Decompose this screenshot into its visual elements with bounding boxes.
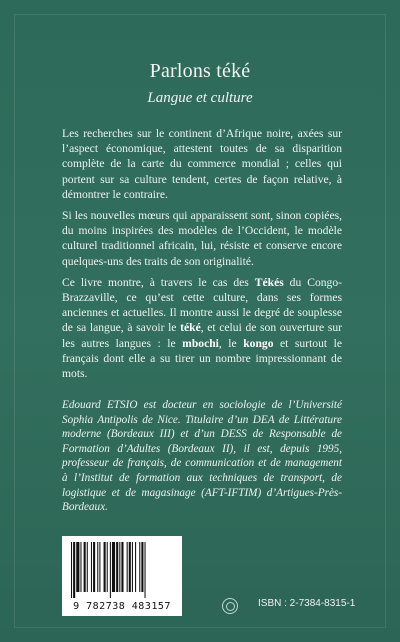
blurb-paragraph-2: Si les nouvelles mœurs qui apparaissent sont, sinon copiées, du moins inspirées des modèles de l’Occident, le modèle culturel traditionnel africain, lui, résiste et conserve encore quelques-uns des traits de son originalité. [62, 209, 342, 268]
author-bio: Edouard ETSIO est docteur en sociologie de l’Université Sophia Antipolis de Nice. Titulaire d’un DEA de Littérature moderne (Bordeaux III) et d’un DESS de Responsable de Formation d’Adultes (Bordeaux II), il est, depuis 1995, professeur de français, de communication et de management à l’Institut de formation aux techniques de transport, de logistique et de magasinage (AFT-IFTIM) d’Artigues-Près-Bordeaux. [62, 399, 342, 514]
isbn-label: ISBN : 2-7384-8315-1 [258, 598, 356, 609]
barcode-bars [69, 542, 175, 598]
publisher-logo-icon [222, 598, 238, 614]
term-tekes: Tékés [254, 275, 284, 289]
p3-part-b: du Congo-Brazzaville, ce qu’est cette culture, dans ses formes anciennes et actuelles. Il montre aussi le degré de souplesse de sa langue, à savoir le [62, 275, 342, 335]
book-title: Parlons téké [149, 60, 251, 82]
term-kongo: kongo [243, 336, 274, 350]
barcode [62, 536, 182, 616]
p3-part-a: Ce livre montre, à travers le cas des [62, 275, 255, 289]
barcode-number: 9 782738 483157 [73, 601, 171, 612]
term-mbochi: mbochi [182, 336, 219, 350]
book-subtitle: Langue et culture [147, 90, 253, 106]
p3-part-d: , le [218, 336, 244, 350]
p3-part-e: et surtout le français dont elle a su tirer un nombre impressionnant de mots. [62, 336, 343, 381]
p3-part-c: , et celui de son ouverture sur les autres langues : le [62, 321, 343, 350]
blurb-paragraph-1: Les recherches sur le continent d’Afrique noire, axées sur l’aspect économique, attestent toutes de sa disparition complète de la carte du commerce mondial ; celles qui portent sur sa culture tendent, certes de façon relative, à démontrer le contraire. [62, 127, 342, 201]
blurb-text [62, 126, 342, 387]
blurb-paragraph-3 [62, 275, 342, 381]
term-teke: téké [180, 321, 201, 335]
